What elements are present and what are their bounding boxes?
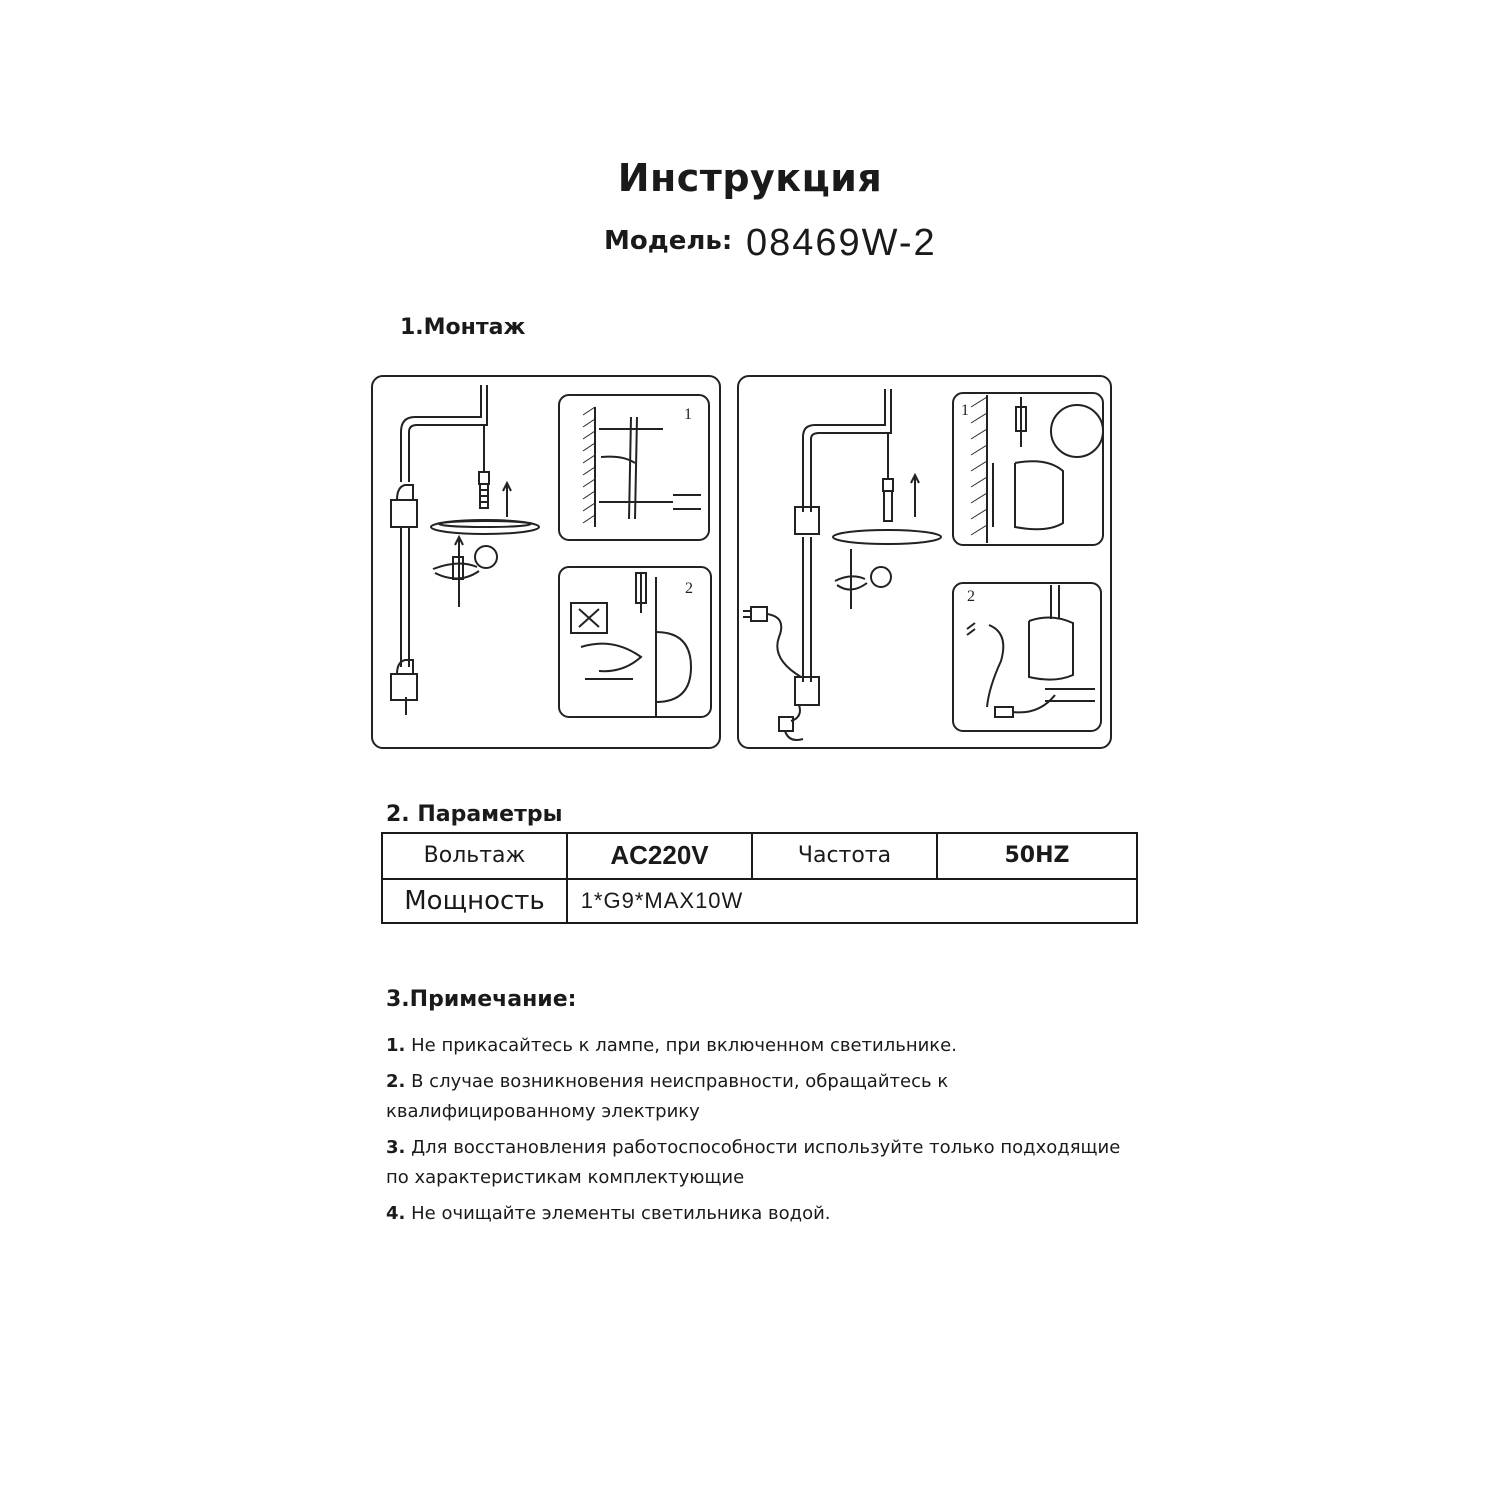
note-number: 3. bbox=[386, 1137, 406, 1158]
step-label: 1 bbox=[961, 402, 969, 419]
step-label: 2 bbox=[967, 588, 975, 605]
mounting-heading: 1.Монтаж bbox=[400, 315, 526, 340]
parameters-heading: 2. Параметры bbox=[386, 802, 563, 827]
parameters-table bbox=[381, 832, 1138, 924]
voltage-label: Вольтаж bbox=[382, 833, 567, 879]
model-label: Модель: bbox=[604, 226, 733, 256]
note-number: 2. bbox=[386, 1071, 406, 1092]
wall-lamp-assembly-drawing bbox=[373, 377, 719, 747]
notes-heading: 3.Примечание: bbox=[386, 987, 577, 1012]
page-title: Инструкция bbox=[617, 156, 883, 200]
step-label: 1 bbox=[684, 406, 692, 423]
frequency-value: 50HZ bbox=[937, 833, 1137, 879]
list-item bbox=[386, 1067, 1146, 1127]
list-item bbox=[386, 1133, 1146, 1193]
note-text: Для восстановления работоспособности используйте только подходящие по характеристикам комплектующие bbox=[386, 1137, 1121, 1188]
power-value bbox=[567, 879, 1137, 923]
notes-list bbox=[386, 1031, 1146, 1235]
note-number: 4. bbox=[386, 1203, 406, 1224]
list-item bbox=[386, 1031, 1146, 1061]
note-text: Не очищайте элементы светильника водой. bbox=[411, 1203, 831, 1224]
table-row bbox=[382, 879, 1137, 923]
voltage-value: AC220V bbox=[567, 833, 752, 879]
mounting-diagram-left bbox=[371, 375, 721, 749]
frequency-label: Частота bbox=[752, 833, 937, 879]
wall-lamp-wiring-drawing bbox=[739, 377, 1110, 747]
power-label: Мощность bbox=[382, 879, 567, 923]
note-text: В случае возникновения неисправности, обращайтесь к квалифицированному электрику bbox=[386, 1071, 949, 1122]
power-value-text: 1*G9*MAX10W bbox=[580, 887, 744, 913]
step-label: 2 bbox=[685, 580, 693, 597]
list-item bbox=[386, 1199, 1146, 1229]
model-number: 08469W-2 bbox=[746, 222, 937, 264]
note-text: Не прикасайтесь к лампе, при включенном светильнике. bbox=[411, 1035, 957, 1056]
mounting-diagram-right bbox=[737, 375, 1112, 749]
note-number: 1. bbox=[386, 1035, 406, 1056]
table-row bbox=[382, 833, 1137, 879]
